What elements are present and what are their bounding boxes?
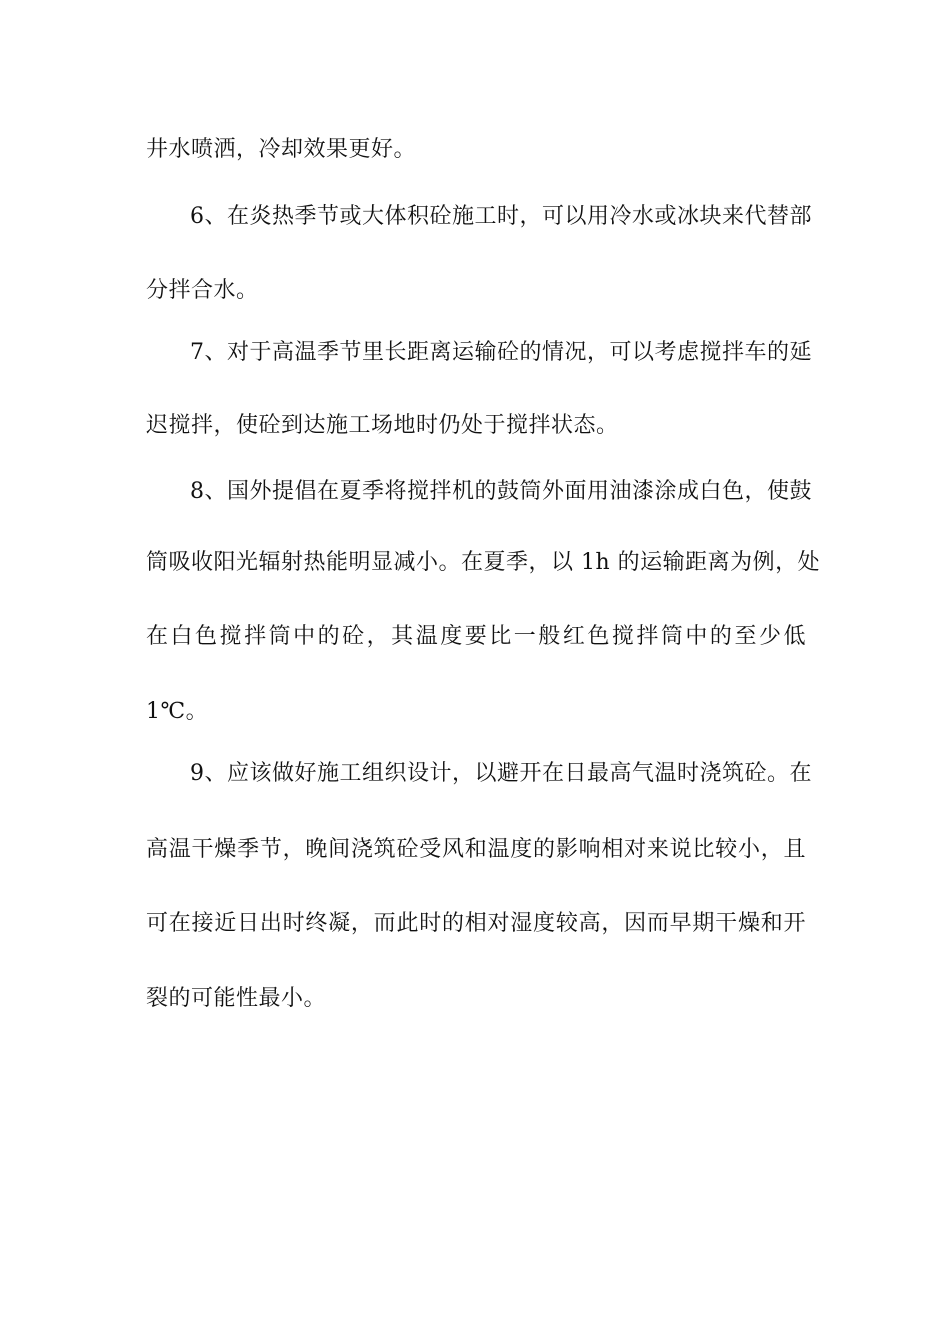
text-line: 6、在炎热季节或大体积砼施工时，可以用冷水或冰块来代替部	[190, 204, 812, 229]
text-line: 迟搅拌，使砼到达施工场地时仍处于搅拌状态。	[146, 413, 619, 438]
text-line: 8、国外提倡在夏季将搅拌机的鼓筒外面用油漆涂成白色，使鼓	[190, 479, 812, 504]
text-line: 在白色搅拌筒中的砼，其温度要比一般红色搅拌筒中的至少低	[146, 624, 806, 649]
text-line: 分拌合水。	[146, 278, 259, 303]
text-line: 9、应该做好施工组织设计，以避开在日最高气温时浇筑砼。在	[190, 761, 812, 786]
text-line: 筒吸收阳光辐射热能明显减小。在夏季，以 1h 的运输距离为例，处	[146, 550, 821, 575]
text-line: 可在接近日出时终凝，而此时的相对湿度较高，因而早期干燥和开	[146, 911, 806, 936]
text-line: 裂的可能性最小。	[146, 986, 327, 1011]
text-line: 井水喷洒，冷却效果更好。	[146, 137, 417, 162]
text-line: 7、对于高温季节里长距离运输砼的情况，可以考虑搅拌车的延	[190, 340, 812, 365]
text-line: 高温干燥季节，晚间浇筑砼受风和温度的影响相对来说比较小，且	[146, 837, 806, 862]
text-line: 1℃。	[146, 699, 209, 724]
